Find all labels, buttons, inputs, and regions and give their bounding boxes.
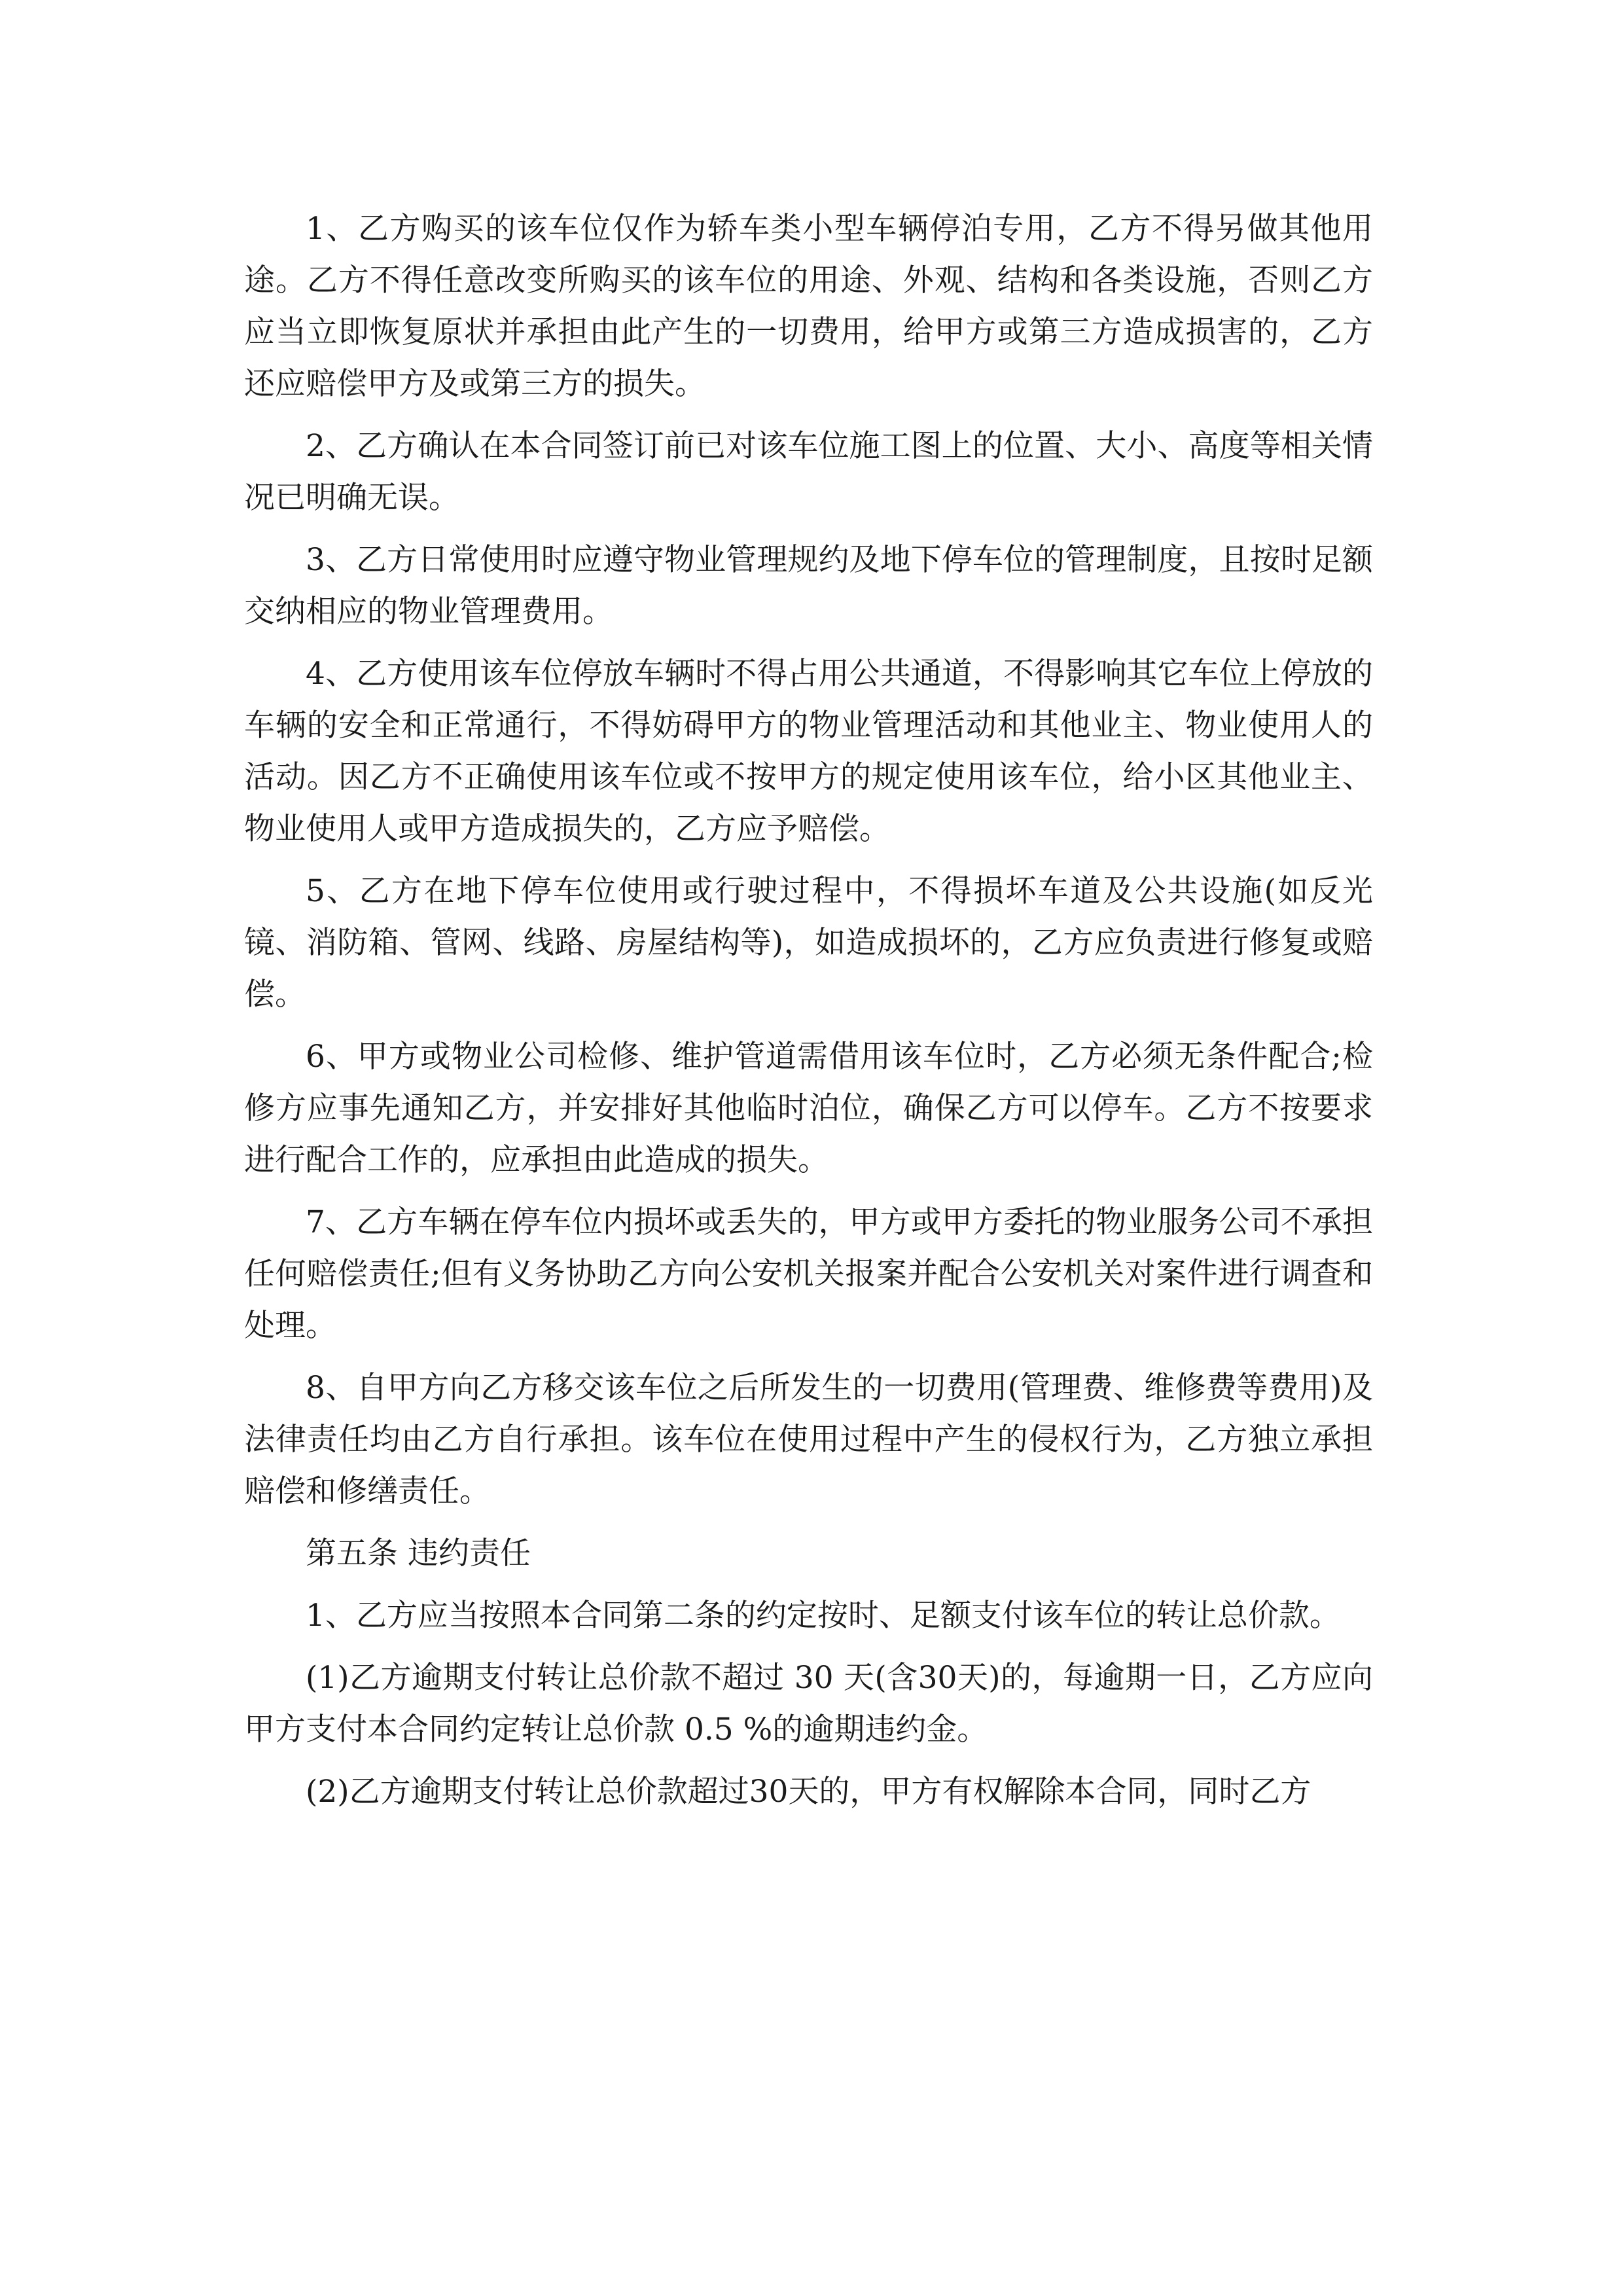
clause-5: 5、乙方在地下停车位使用或行驶过程中，不得损坏车道及公共设施(如反光镜、消防箱、管网、线路、房屋结构等)，如造成损坏的，乙方应负责进行修复或赔偿。 — [244, 873, 1373, 1013]
clause-4: 4、乙方使用该车位停放车辆时不得占用公共通道，不得影响其它车位上停放的车辆的安全和正常通行，不得妨碍甲方的物业管理活动和其他业主、物业使用人的活动。因乙方不正确使用该车位或不按甲方的规定使用该车位，给小区其他业主、物业使用人或甲方造成损失的，乙方应予赔偿。 — [244, 656, 1373, 847]
document-body — [244, 203, 1373, 1828]
clause-3: 3、乙方日常使用时应遵守物业管理规约及地下停车位的管理制度，且按时足额交纳相应的物业管理费用。 — [244, 542, 1373, 630]
liability-clause-1: 1、乙方应当按照本合同第二条的约定按时、足额支付该车位的转让总价款。 — [306, 1598, 1340, 1634]
clause-6: 6、甲方或物业公司检修、维护管道需借用该车位时，乙方必须无条件配合;检修方应事先通知乙方，并安排好其他临时泊位，确保乙方可以停车。乙方不按要求进行配合工作的，应承担由此造成的损失。 — [244, 1039, 1373, 1178]
section-heading: 第五条 违约责任 — [306, 1535, 531, 1571]
liability-subclause-2: (2)乙方逾期支付转让总价款超过30天的，甲方有权解除本合同，同时乙方 — [306, 1774, 1311, 1810]
clause-8: 8、自甲方向乙方移交该车位之后所发生的一切费用(管理费、维修费等费用)及法律责任均由乙方自行承担。该车位在使用过程中产生的侵权行为，乙方独立承担赔偿和修缮责任。 — [244, 1370, 1373, 1509]
liability-subclause-1: (1)乙方逾期支付转让总价款不超过 30 天(含30天)的，每逾期一日，乙方应向甲方支付本合同约定转让总价款 0.5 %的逾期违约金。 — [244, 1660, 1373, 1748]
clause-1: 1、乙方购买的该车位仅作为轿车类小型车辆停泊专用，乙方不得另做其他用途。乙方不得任意改变所购买的该车位的用途、外观、结构和各类设施，否则乙方应当立即恢复原状并承担由此产生的一切费用，给甲方或第三方造成损害的，乙方还应赔偿甲方及或第三方的损失。 — [244, 211, 1373, 402]
clause-7: 7、乙方车辆在停车位内损坏或丢失的，甲方或甲方委托的物业服务公司不承担任何赔偿责任;但有义务协助乙方向公安机关报案并配合公安机关对案件进行调查和处理。 — [244, 1204, 1373, 1344]
clause-2: 2、乙方确认在本合同签订前已对该车位施工图上的位置、大小、高度等相关情况已明确无误。 — [244, 428, 1373, 516]
